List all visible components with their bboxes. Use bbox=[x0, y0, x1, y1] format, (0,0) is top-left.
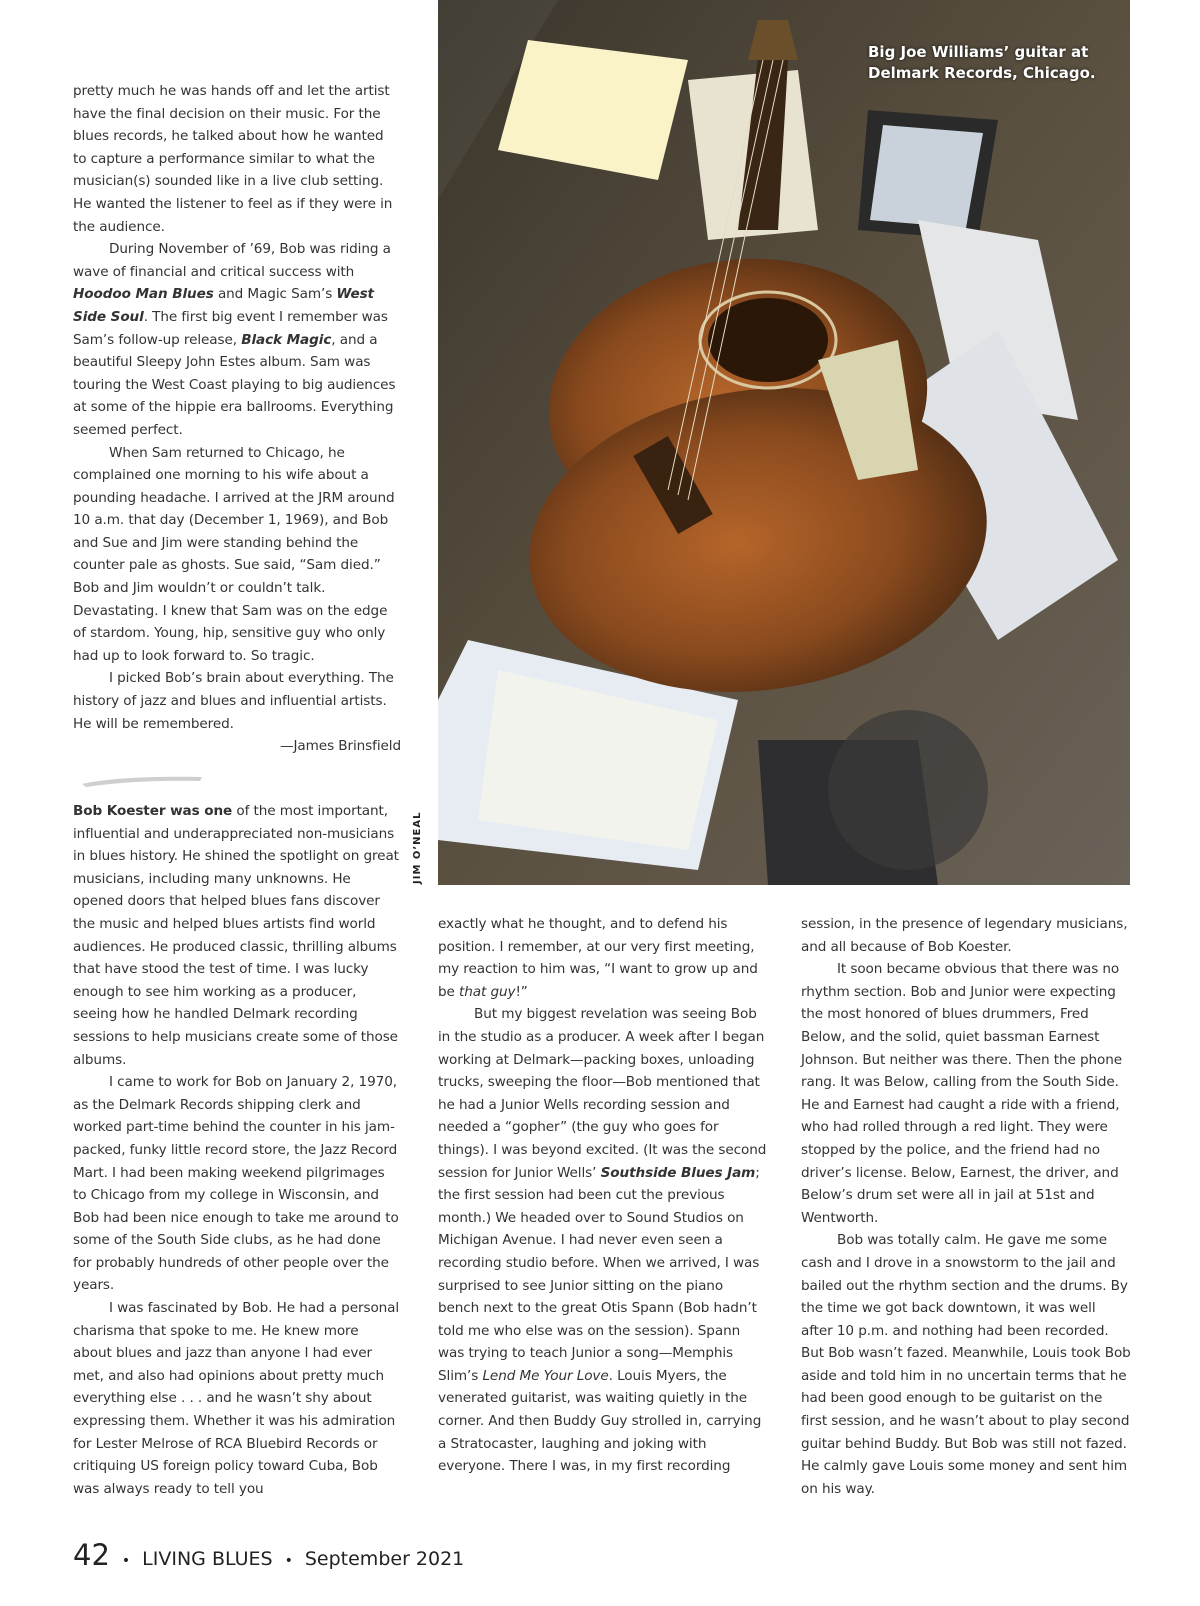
caption-line-1: Big Joe Williams’ guitar at bbox=[868, 43, 1089, 61]
paragraph: Bob was totally calm. He gave me some cash and I drove in a snowstorm to the jail and bailed out the rhythm section and the drums. By the time we got back downtown, it was well after 10 p.m. and nothing had been recorded. But Bob wasn’t fazed. Meanwhile, Louis took Bob aside and told him in no uncertain terms that he had been good enough to be guitarist on the first session, and he wasn’t about to play second guitar behind Buddy. But Bob was still not fazed. He calmly gave Louis some money and sent him on his way. bbox=[801, 1232, 1131, 1497]
paragraph: I came to work for Bob on January 2, 1970, as the Delmark Records shipping clerk and worked part-time behind the counter in his jam-packed, funky little record store, the Jazz Record Mart. I had been making weekend pilgrimages to Chicago from my college in Wisconsin, and Bob had been nice enough to take me around to some of the South Side clubs, as he had done for probably hundreds of other people over the years. bbox=[73, 1074, 399, 1294]
signature: —James Brinsfield bbox=[280, 738, 401, 755]
paragraph: During November of ’69, Bob was riding a wave of financial and critical success with Hoodoo Man Blues and Magic Sam’s West Side Soul. The first big event I remember was Sam’s follow-up release, Black Magic, and a beautiful Sleepy John Estes album. Sam was touring the West Coast playing to big audiences at some of the hippie era ballrooms. Everything seemed perfect. bbox=[73, 241, 396, 438]
paragraph: exactly what he thought, and to defend his position. I remember, at our very first meeting, my reaction to him was, “I want to grow up and be that guy!” bbox=[438, 916, 758, 1000]
paragraph: pretty much he was hands off and let the artist have the final decision on their music. For the blues records, he talked about how he wanted to capture a performance similar to what the musician(s) sounded like in a live club setting. He wanted the listener to feel as if they were in the audience. bbox=[73, 83, 393, 235]
page-number: 42 bbox=[73, 1538, 110, 1572]
paragraph: Bob Koester was one of the most important, influential and underappreciated non-musicians in blues history. He shined the spotlight on great musicians, including many unknowns. He opened doors that helped blues fans discover the music and helped blues artists find world audiences. He produced classic, thrilling albums that have stood the test of time. I was lucky enough to see him working as a producer, seeing how he handled Delmark recording sessions to help musicians create some of those albums. bbox=[73, 803, 399, 1068]
paragraph: When Sam returned to Chicago, he complained one morning to his wife about a pounding headache. I arrived at the JRM around 10 a.m. that day (December 1, 1969), and Bob and Sue and Jim were standing behind the counter pale as ghosts. Sue said, “Sam died.” Bob and Jim wouldn’t or couldn’t talk. Devastating. I knew that Sam was on the edge of stardom. Young, hip, sensitive guy who only had up to look forward to. So tragic. bbox=[73, 444, 395, 664]
publication-name: LIVING BLUES bbox=[142, 1548, 273, 1570]
photo-caption bbox=[868, 42, 1098, 84]
paragraph: session, in the presence of legendary musicians, and all because of Bob Koester. bbox=[801, 916, 1128, 955]
issue-date: September 2021 bbox=[304, 1548, 465, 1570]
article-column-middle bbox=[438, 913, 768, 1478]
article-column-left-top bbox=[73, 80, 401, 758]
paragraph: It soon became obvious that there was no rhythm section. Bob and Junior were expecting the most honored of blues drummers, Fred Below, and the solid, quiet bassman Earnest Johnson. But neither was there. Then the phone rang. It was Below, calling from the South Side. He and Earnest had caught a ride with a friend, who had rolled through a red light. They were stopped by the police, and the friend had no driver’s license. Below, Earnest, the driver, and Below’s drum set were all in jail at 51st and Wentworth. bbox=[801, 961, 1123, 1226]
article-column-left-bottom bbox=[73, 800, 401, 1500]
photo-credit: JIM O’NEAL bbox=[412, 811, 423, 884]
bullet-separator: • bbox=[284, 1553, 293, 1569]
article-column-right bbox=[801, 913, 1131, 1500]
section-divider-brushstroke bbox=[80, 774, 205, 788]
caption-line-2: Delmark Records, Chicago. bbox=[868, 64, 1096, 82]
paragraph: I was fascinated by Bob. He had a personal charisma that spoke to me. He knew more about blues and jazz than anyone I had ever met, and also had opinions about pretty much everything else . . . and he wasn’t shy about expressing them. Whether it was his admiration for Lester Melrose of RCA Bluebird Records or critiquing US foreign policy toward Cuba, Bob was always ready to tell you bbox=[73, 1300, 400, 1497]
paragraph: I picked Bob’s brain about everything. The history of jazz and blues and influential artists. He will be remembered. bbox=[73, 670, 394, 732]
guitar-photo bbox=[438, 0, 1130, 885]
guitar-display-case-image bbox=[438, 0, 1130, 885]
paragraph: But my biggest revelation was seeing Bob in the studio as a producer. A week after I began working at Delmark—packing boxes, unloading trucks, sweeping the floor—Bob mentioned that he had a Junior Wells recording session and needed a “gopher” (the guy who goes for things). I was beyond excited. (It was the second session for Junior Wells’ Southside Blues Jam; the first session had been cut the previous month.) We headed over to Sound Studios on Michigan Avenue. I had never even seen a recording studio before. When we arrived, I was surprised to see Junior sitting on the piano bench next to the great Otis Spann (Bob hadn’t told me who else was on the session). Spann was trying to teach Junior a song—Memphis Slim’s Lend Me Your Love. Louis Myers, the venerated guitarist, was waiting quietly in the corner. And then Buddy Guy strolled in, carrying a Stratocaster, laughing and joking with everyone. There I was, in my first recording bbox=[438, 1006, 767, 1475]
page-footer bbox=[73, 1538, 464, 1572]
bullet-separator: • bbox=[121, 1553, 131, 1569]
